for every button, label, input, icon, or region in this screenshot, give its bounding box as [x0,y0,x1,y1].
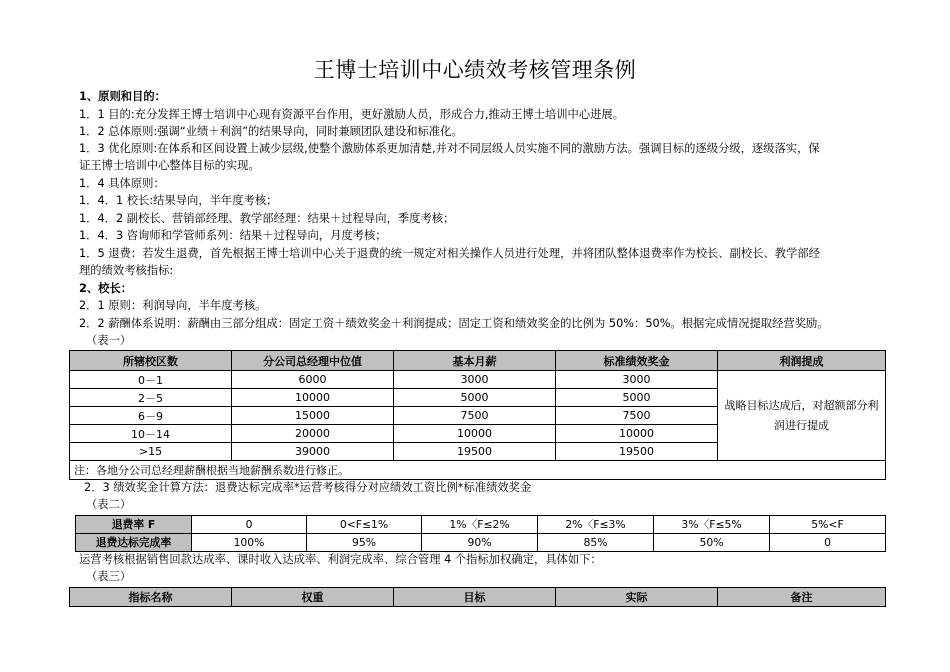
table-cell: 5000 [556,389,718,407]
table-cell: 0－1 [70,371,232,389]
paragraph-1-4-1: 1．4．1 校长:结果导向，半年度考核； [79,194,278,207]
table-cell: 20000 [232,425,394,443]
table-3 [69,587,886,607]
section-1-heading: 1、原则和目的： [79,90,166,103]
table-cell: 6－9 [70,407,232,425]
table-cell: 3000 [556,371,718,389]
table-row [70,371,886,389]
table-3-header-cell: 权重 [232,588,394,607]
table-1-header-cell: 标准绩效奖金 [556,351,718,371]
table-cell: 0 [770,534,886,552]
paragraph-1-1: 1．1 目的:充分发挥王博士培训中心现有资源平台作用，更好激励人员，形成合力,推动王博士培训中心进展。 [79,108,625,121]
table-cell: 3%〈F≤5% [654,516,770,534]
table-3-header-cell: 指标名称 [70,588,232,607]
paragraph-2-3: 2．3 绩效奖金计算方法：退费达标完成率*运营考核得分对应绩效工资比例*标准绩效奖金 [84,481,532,494]
table-cell: 6000 [232,371,394,389]
table-cell: 95% [307,534,422,552]
paragraph-operations: 运营考核根据销售回款达成率、课时收入达成率、利润完成率、综合管理 4 个指标加权确定，具体如下： [79,553,602,566]
table-cell: 100% [192,534,307,552]
table-cell: 10000 [556,425,718,443]
table-cell: 7500 [394,407,556,425]
paragraph-1-4-3: 1．4．3 咨询师和学管师系列：结果＋过程导向，月度考核； [79,229,387,242]
table-cell: 15000 [232,407,394,425]
table-cell: 19500 [556,443,718,461]
profit-sharing-cell: 战略目标达成后，对超额部分利润进行提成 [718,371,886,461]
table-cell: 2%〈F≤3% [538,516,654,534]
section-2-heading: 2、校长： [79,282,133,295]
table-cell: 3000 [394,371,556,389]
table-cell: 10000 [394,425,556,443]
table-cell: 5%<F [770,516,886,534]
table-1-header-row [70,351,886,371]
table-3-caption: （表三） [86,570,132,583]
table-cell: 85% [538,534,654,552]
paragraph-1-3-line2: 证王博士培训中心整体目标的实现。 [79,159,260,172]
table-cell: 90% [422,534,538,552]
table-cell: 1%〈F≤2% [422,516,538,534]
table-3-header-cell: 备注 [718,588,886,607]
document-title: 王博士培训中心绩效考核管理条例 [313,58,637,82]
table-cell: 39000 [232,443,394,461]
table-cell: 0 [192,516,307,534]
table-row [76,516,886,534]
paragraph-1-2: 1．2 总体原则:强调“业绩＋利润”的结果导向，同时兼顾团队建设和标准化。 [79,125,463,138]
table-1-caption: （表一） [86,334,132,347]
table-cell: 2－5 [70,389,232,407]
table-1-header-cell: 分公司总经理中位值 [232,351,394,371]
table-cell: 5000 [394,389,556,407]
table-cell: 19500 [394,443,556,461]
paragraph-1-5-line2: 理的绩效考核指标: [79,264,174,277]
table-1-header-cell: 利润提成 [718,351,886,371]
table-3-header-row [70,588,886,607]
table-cell: 10000 [232,389,394,407]
table-cell: 0<F≤1% [307,516,422,534]
table-2-caption: （表二） [86,498,132,511]
paragraph-1-5-line1: 1．5 退费：若发生退费，首先根据王博士培训中心关于退费的统一规定对相关操作人员进行处理，并将团队整体退费率作为校长、副校长、教学部经 [79,247,820,260]
table-cell: 50% [654,534,770,552]
table-cell: 10－14 [70,425,232,443]
paragraph-1-3-line1: 1．3 优化原则:在体系和区间设置上减少层级,使整个激励体系更加清楚,并对不同层级人员实施不同的激励方法。强调目标的逐级分级，逐级落实，保 [79,142,820,155]
table-row [76,534,886,552]
table-1-note-row [70,461,886,480]
table-cell: 7500 [556,407,718,425]
table-1-header-cell: 基本月薪 [394,351,556,371]
paragraph-1-4-2: 1．4．2 副校长、营销部经理、教学部经理：结果＋过程导向，季度考核； [79,212,455,225]
table-3-header-cell: 实际 [556,588,718,607]
table-3-header-cell: 目标 [394,588,556,607]
table-2 [75,515,886,552]
table-1-note: 注：各地分公司总经理薪酬根据当地薪酬系数进行修正。 [70,461,886,480]
paragraph-2-2: 2．2 薪酬体系说明：薪酬由三部分组成：固定工资＋绩效奖金＋利润提成；固定工资和绩效奖金的比例为 50%：50%。根据完成情况提取经营奖励。 [79,317,829,330]
table-cell: >15 [70,443,232,461]
table-1-header-cell: 所辖校区数 [70,351,232,371]
refund-rate-label: 退费率 F [76,516,192,534]
table-1 [69,350,886,480]
paragraph-1-4: 1．4 具体原则： [79,177,165,190]
refund-compliance-label: 退费达标完成率 [76,534,192,552]
paragraph-2-1: 2．1 原则：利润导向，半年度考核。 [79,299,267,312]
